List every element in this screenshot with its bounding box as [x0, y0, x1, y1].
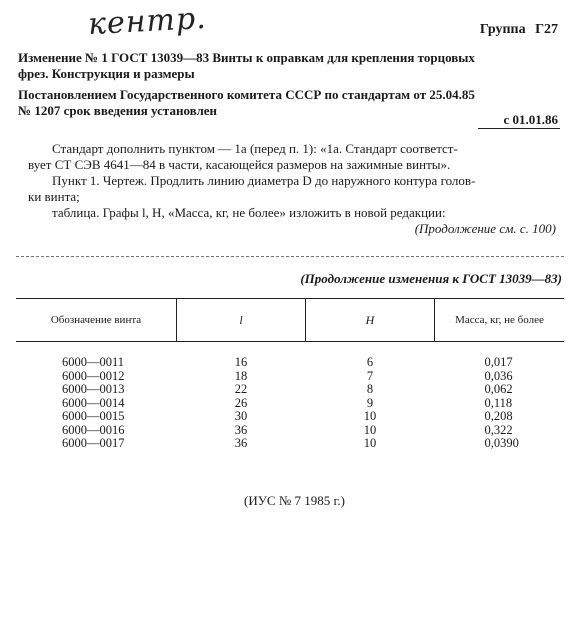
l-cell: 22	[234, 382, 248, 396]
effective-date-underline	[478, 128, 560, 129]
designation-cell: 6000—0015	[62, 409, 125, 423]
designation-cell: 6000—0016	[62, 422, 125, 437]
table-row	[16, 437, 564, 451]
h-cell: 8	[366, 382, 374, 396]
table-header-row	[16, 299, 564, 342]
designation-cell: 6000—0011	[62, 355, 125, 369]
table-row	[16, 424, 564, 438]
paragraph-2-line-2: ки винта;	[28, 189, 80, 204]
h-cell: 6	[366, 355, 374, 369]
dimensions-table	[16, 298, 564, 451]
amendment-title-line-1: Изменение № 1 ГОСТ 13039—83 Винты к оправкам для крепления торцовых	[18, 50, 475, 65]
mass-cell: 0,322	[484, 422, 513, 437]
handwritten-control-mark: кентр.	[87, 0, 208, 43]
mass-cell: 0,118	[484, 395, 513, 410]
mass-cell: 0,0390	[484, 436, 519, 450]
l-cell: 36	[234, 422, 248, 437]
designation-cell: 6000—0013	[62, 382, 125, 396]
l-cell: 18	[234, 368, 248, 383]
footer-issue-reference: (ИУС № 7 1985 г.)	[244, 493, 345, 508]
col-mass-header: Масса, кг, не более	[435, 299, 565, 342]
h-cell: 10	[363, 422, 377, 437]
h-cell: 10	[363, 436, 377, 450]
mass-cell: 0,036	[484, 368, 513, 383]
l-cell: 16	[234, 355, 248, 369]
page-break-divider	[16, 256, 564, 257]
decree-line-1: Постановлением Государственного комитета СССР по стандартам от 25.04.85	[18, 87, 475, 102]
mass-cell: 0,017	[484, 355, 513, 369]
l-cell: 36	[234, 436, 248, 450]
amendment-title-line-2: фрез. Конструкция и размеры	[18, 66, 195, 81]
group-code: Группа Г27	[479, 22, 558, 37]
effective-date: с 01.01.86	[503, 112, 558, 127]
h-cell: 7	[366, 368, 374, 383]
table-row	[16, 397, 564, 411]
col-designation-header: Обозначение винта	[16, 299, 177, 342]
paragraph-1-line-2: вует СТ СЭВ 4641—84 в части, касающейся размеров на зажимные винты».	[28, 157, 451, 172]
continued-note: (Продолжение см. с. 100)	[414, 221, 556, 236]
table-row	[16, 410, 564, 424]
paragraph-3: таблица. Графы l, H, «Масса, кг, не более» изложить в новой редакции:	[52, 205, 446, 220]
h-cell: 10	[363, 409, 377, 423]
table-row	[16, 383, 564, 397]
decree-line-2: № 1207 срок введения установлен	[18, 103, 218, 118]
col-h-header: H	[306, 299, 435, 342]
mass-cell: 0,208	[484, 409, 513, 423]
table-row	[16, 342, 564, 370]
paragraph-2-line-1: Пункт 1. Чертеж. Продлить линию диаметра D до наружного контура голов-	[52, 173, 476, 188]
designation-cell: 6000—0014	[62, 395, 125, 410]
col-l-header: l	[177, 299, 306, 342]
designation-cell: 6000—0012	[62, 368, 125, 383]
l-cell: 26	[234, 395, 248, 410]
paragraph-1-line-1: Стандарт дополнить пунктом — 1а (перед п. 1): «1а. Стандарт соответст-	[52, 141, 458, 156]
designation-cell: 6000—0017	[62, 436, 125, 450]
h-cell: 9	[366, 395, 374, 410]
l-cell: 30	[234, 409, 248, 423]
mass-cell: 0,062	[484, 382, 513, 396]
continuation-header: (Продолжение изменения к ГОСТ 13039—83)	[300, 271, 562, 286]
table-row	[16, 370, 564, 384]
